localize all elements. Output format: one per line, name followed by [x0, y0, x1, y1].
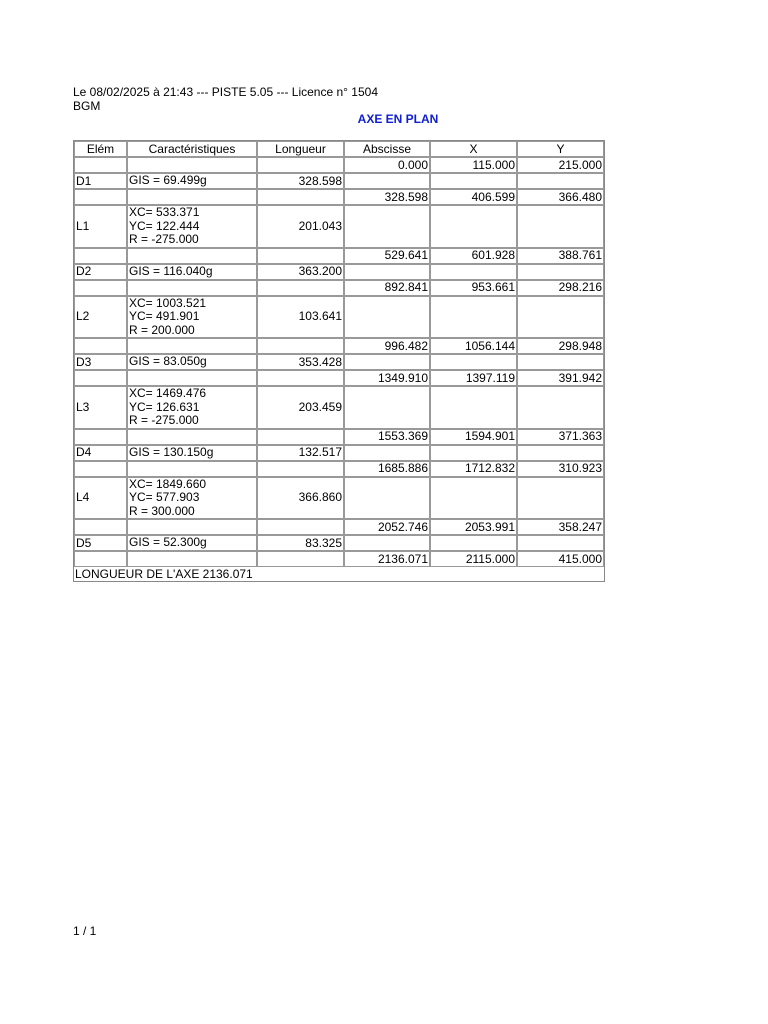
endpoint-abscisse: 328.598 — [344, 189, 430, 205]
endpoint-x: 601.928 — [430, 248, 517, 264]
table-cell-empty — [257, 338, 344, 354]
element-id: L3 — [74, 386, 127, 429]
element-id: L4 — [74, 477, 127, 520]
endpoint-y: 358.247 — [517, 519, 604, 535]
endpoint-x: 406.599 — [430, 189, 517, 205]
table-row-element — [74, 205, 604, 248]
endpoint-x: 953.661 — [430, 280, 517, 296]
table-header-row — [74, 141, 604, 157]
table-row-endpoint — [74, 338, 604, 354]
table-cell-empty — [74, 429, 127, 445]
table-cell-empty — [127, 551, 257, 567]
element-length: 132.517 — [257, 445, 344, 461]
endpoint-x: 1397.119 — [430, 370, 517, 386]
element-length: 201.043 — [257, 205, 344, 248]
table-cell-empty — [430, 445, 517, 461]
element-id: D1 — [74, 173, 127, 189]
table-cell-empty — [430, 477, 517, 520]
element-length: 328.598 — [257, 173, 344, 189]
report-header-line: Le 08/02/2025 à 21:43 --- PISTE 5.05 --- Licence n° 1504 — [73, 85, 378, 99]
element-id: D4 — [74, 445, 127, 461]
table-row-start — [74, 157, 604, 173]
endpoint-abscisse: 996.482 — [344, 338, 430, 354]
characteristic-line: R = 200.000 — [129, 322, 195, 337]
table-cell-empty — [517, 477, 604, 520]
table-cell-empty — [74, 248, 127, 264]
table-cell-empty — [517, 354, 604, 370]
endpoint-abscisse: 892.841 — [344, 280, 430, 296]
table-row-element — [74, 386, 604, 429]
element-length: 103.641 — [257, 296, 344, 339]
table-cell-empty — [257, 189, 344, 205]
table-row-endpoint — [74, 248, 604, 264]
endpoint-y: 388.761 — [517, 248, 604, 264]
element-length: 366.860 — [257, 477, 344, 520]
column-header-y: Y — [517, 141, 604, 157]
table-cell-empty — [257, 551, 344, 567]
table-row-element — [74, 445, 604, 461]
endpoint-y: 415.000 — [517, 551, 604, 567]
element-characteristics — [127, 296, 257, 339]
column-header-elem: Elém — [74, 141, 127, 157]
characteristic-line: GIS = 130.150g — [129, 444, 214, 459]
endpoint-x: 1712.832 — [430, 461, 517, 477]
table-cell-empty — [257, 429, 344, 445]
table-cell-empty — [257, 280, 344, 296]
endpoint-y: 366.480 — [517, 189, 604, 205]
characteristic-line: R = -275.000 — [129, 413, 199, 427]
table-cell-empty — [517, 264, 604, 280]
endpoint-y: 298.948 — [517, 338, 604, 354]
element-characteristics — [127, 354, 257, 370]
table-row-endpoint — [74, 551, 604, 567]
table-cell-empty — [257, 461, 344, 477]
element-characteristics — [127, 535, 257, 551]
element-characteristics — [127, 173, 257, 189]
endpoint-abscisse: 529.641 — [344, 248, 430, 264]
endpoint-x: 1056.144 — [430, 338, 517, 354]
element-characteristics — [127, 264, 257, 280]
start-x: 115.000 — [430, 157, 517, 173]
element-id: D3 — [74, 354, 127, 370]
report-header-company: BGM — [73, 99, 101, 113]
table-cell-empty — [127, 519, 257, 535]
table-row-element — [74, 264, 604, 280]
characteristic-line: XC= 1003.521 — [129, 295, 207, 310]
table-row-endpoint — [74, 280, 604, 296]
characteristic-line: GIS = 83.050g — [129, 354, 207, 369]
page-number: 1 / 1 — [73, 924, 97, 938]
table-row-element — [74, 173, 604, 189]
endpoint-x: 1594.901 — [430, 429, 517, 445]
endpoint-abscisse: 1685.886 — [344, 461, 430, 477]
table-cell-empty — [430, 205, 517, 248]
table-cell-empty — [127, 280, 257, 296]
characteristic-line: GIS = 116.040g — [129, 263, 213, 278]
table-cell-empty — [344, 445, 430, 461]
endpoint-y: 371.363 — [517, 429, 604, 445]
element-id: L1 — [74, 205, 127, 248]
characteristic-line: GIS = 69.499g — [129, 173, 207, 188]
characteristic-line: YC= 126.631 — [129, 399, 200, 414]
table-cell-empty — [430, 264, 517, 280]
table-body — [74, 157, 604, 581]
element-length: 353.428 — [257, 354, 344, 370]
element-id: D5 — [74, 535, 127, 551]
endpoint-abscisse: 2052.746 — [344, 519, 430, 535]
element-id: D2 — [74, 264, 127, 280]
table-row-endpoint — [74, 519, 604, 535]
endpoint-y: 310.923 — [517, 461, 604, 477]
table-cell-empty — [257, 370, 344, 386]
table-cell-empty — [74, 461, 127, 477]
start-abscisse: 0.000 — [344, 157, 430, 173]
table-cell-empty — [74, 280, 127, 296]
characteristic-line: XC= 1849.660 — [129, 476, 207, 491]
table-row-element — [74, 535, 604, 551]
report-header — [73, 85, 378, 113]
table-cell-empty — [517, 386, 604, 429]
table-row-endpoint — [74, 429, 604, 445]
element-id: L2 — [74, 296, 127, 339]
page-title: AXE EN PLAN — [357, 112, 439, 126]
table-cell-empty — [344, 296, 430, 339]
characteristic-line: YC= 577.903 — [129, 490, 200, 504]
table-row-endpoint — [74, 189, 604, 205]
table-row-total — [74, 567, 604, 581]
table-cell-empty — [74, 338, 127, 354]
table-cell-empty — [344, 535, 430, 551]
table-cell-empty — [430, 296, 517, 339]
table-cell-empty — [344, 264, 430, 280]
table-cell-empty — [344, 205, 430, 248]
table-cell-empty — [430, 535, 517, 551]
table-cell-empty — [344, 173, 430, 189]
element-characteristics — [127, 386, 257, 429]
axis-total-length: LONGUEUR DE L'AXE 2136.071 — [75, 566, 253, 581]
table-cell-empty — [74, 551, 127, 567]
element-length: 83.325 — [257, 535, 344, 551]
table-cell-empty — [344, 354, 430, 370]
element-characteristics — [127, 205, 257, 248]
table-cell-empty — [257, 248, 344, 264]
characteristic-line: XC= 533.371 — [129, 205, 200, 219]
table-cell-empty — [127, 370, 257, 386]
element-characteristics — [127, 477, 257, 520]
endpoint-x: 2053.991 — [430, 519, 517, 535]
table-row-endpoint — [74, 461, 604, 477]
table-cell-empty — [74, 189, 127, 205]
characteristic-line: XC= 1469.476 — [129, 386, 207, 400]
characteristic-line: GIS = 52.300g — [129, 535, 207, 550]
characteristic-line: R = -275.000 — [129, 232, 199, 246]
column-header-x: X — [430, 141, 517, 157]
characteristic-line: YC= 122.444 — [129, 218, 200, 233]
element-characteristics — [127, 445, 257, 461]
table-cell-empty — [344, 477, 430, 520]
table-cell-empty — [430, 354, 517, 370]
table-cell-empty — [127, 157, 257, 173]
column-header-longueur: Longueur — [257, 141, 344, 157]
table-cell-empty — [430, 386, 517, 429]
table-row-element — [74, 477, 604, 520]
table-cell-empty — [74, 519, 127, 535]
table-cell-empty — [127, 189, 257, 205]
axe-table — [73, 140, 605, 582]
column-header-caracteristiques: Caractéristiques — [127, 141, 257, 157]
endpoint-abscisse: 2136.071 — [344, 551, 430, 567]
table-row-element — [74, 354, 604, 370]
characteristic-line: YC= 491.901 — [129, 309, 200, 323]
table-cell-empty — [517, 535, 604, 551]
table-cell-empty — [517, 173, 604, 189]
endpoint-y: 298.216 — [517, 280, 604, 296]
element-length: 363.200 — [257, 264, 344, 280]
table-cell-empty — [127, 338, 257, 354]
endpoint-abscisse: 1553.369 — [344, 429, 430, 445]
table-cell-empty — [74, 370, 127, 386]
table-cell-empty — [517, 296, 604, 339]
table-row-element — [74, 296, 604, 339]
start-y: 215.000 — [517, 157, 604, 173]
table-cell-empty — [257, 157, 344, 173]
table-cell-empty — [517, 205, 604, 248]
table-cell-empty — [127, 429, 257, 445]
table-cell-empty — [74, 157, 127, 173]
table-cell-empty — [127, 248, 257, 264]
table-row-endpoint — [74, 370, 604, 386]
column-header-abscisse: Abscisse — [344, 141, 430, 157]
endpoint-y: 391.942 — [517, 370, 604, 386]
table-cell-empty — [257, 519, 344, 535]
table-cell-empty — [430, 173, 517, 189]
characteristic-line: R = 300.000 — [129, 503, 195, 518]
endpoint-abscisse: 1349.910 — [344, 370, 430, 386]
table-cell-empty — [344, 386, 430, 429]
endpoint-x: 2115.000 — [430, 551, 517, 567]
element-length: 203.459 — [257, 386, 344, 429]
table-cell-empty — [517, 445, 604, 461]
table-cell-empty — [127, 461, 257, 477]
